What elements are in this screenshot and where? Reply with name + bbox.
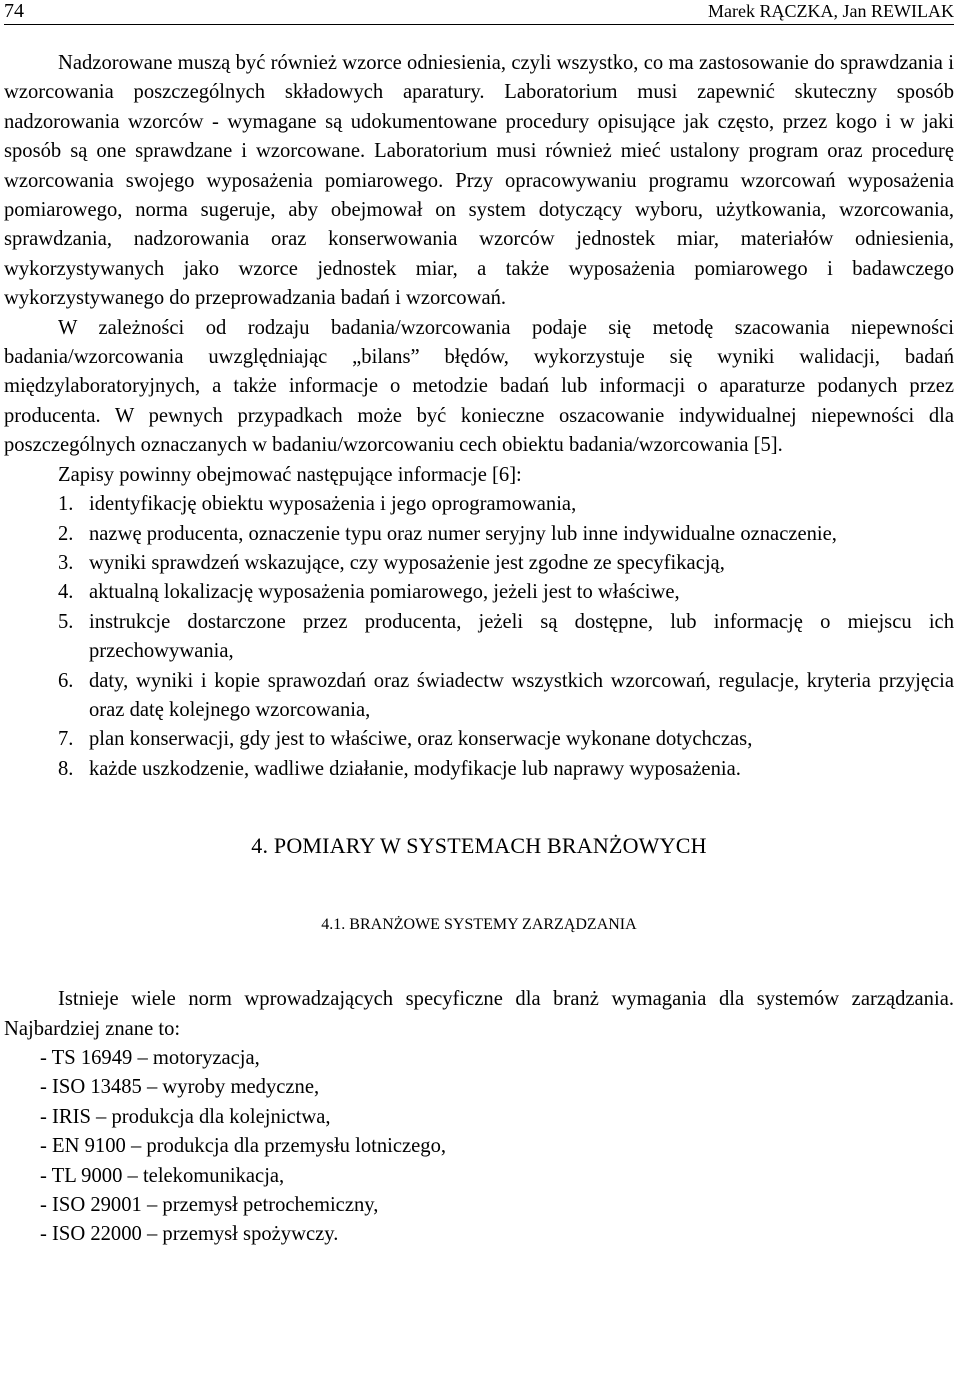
paragraph-standards-supervision: Nadzorowane muszą być również wzorce odniesienia, czyli wszystko, co ma zastosowanie do sprawdzania i wzorcowania poszczególnych składowych aparatury. Laboratorium musi zapewnić skuteczny sposób nadzorowania wzorców - wymagane są udokumentowane procedury opisujące jak często, przez kogo i w jaki sposób są one sprawdzane i wzorcowane. Laboratorium musi również mieć ustalony program oraz procedurę wzorcowania swojego wyposażenia pomiarowego. Przy opracowywaniu programu wzorcowań wyposażenia pomiarowego, norma sugeruje, aby obejmował on system dotyczący wyboru, użytkowania, wzorcowania, sprawdzania, nadzorowania oraz konserwowania wzorców jednostek miar, materiałów odniesienia, wykorzystywanych jako wzorce jednostek miar, a także wyposażenia pomiarowego i badawczego wykorzystywanego do przeprowadzania badań i wzorcowań. [4, 52, 954, 310]
page-body [4, 49, 954, 1250]
list-item: 7. plan konserwacji, gdy jest to właściwe, oraz konserwacje wykonane dotychczas, [58, 728, 753, 751]
paragraph-uncertainty: W zależności od rodzaju badania/wzorcowania podaje się metodę szacowania niepewności badania/wzorcowania uwzględniając „bilans” błędów, wykorzystuje się wyniki walidacji, badań międzylaboratoryjnych, a także informacje o metodzie badań lub informacji o aparaturze podanych przez producenta. W pewnych przypadkach może być konieczne oszacowanie indywidualnej niepewności dla poszczególnych oznaczanych w badaniu/wzorcowaniu cech obiektu badania/wzorcowania [5]. [4, 316, 954, 457]
list-item: 4. aktualną lokalizację wyposażenia pomiarowego, jeżeli jest to właściwe, [58, 581, 680, 604]
list-item: - ISO 22000 – przemysł spożywczy. [40, 1223, 339, 1246]
records-list [4, 490, 954, 784]
subsection-heading: 4.1. BRANŻOWE SYSTEMY ZARZĄDZANIA [321, 916, 637, 934]
paragraph-industry-standards: Istnieje wiele norm wprowadzających specyficzne dla branż wymagania dla systemów zarządzania. Najbardziej znane to: [4, 988, 954, 1040]
running-header [4, 0, 954, 25]
list-item: 1. identyfikację obiektu wyposażenia i jego oprogramowania, [58, 493, 577, 516]
list-item: - TL 9000 – telekomunikacja, [40, 1164, 285, 1187]
list-item: 2. nazwę producenta, oznaczenie typu oraz numer seryjny lub inne indywidualne oznaczenie, [58, 522, 837, 545]
list-item: - ISO 13485 – wyroby medyczne, [40, 1076, 320, 1099]
page-number: 74 [4, 0, 24, 22]
list-item: - IRIS – produkcja dla kolejnictwa, [40, 1105, 331, 1128]
list-item: 6. daty, wyniki i kopie sprawozdań oraz świadectw wszystkich wzorcowań, regulacje, kryteria przyjęcia oraz datę kolejnego wzorcowania, [58, 669, 954, 721]
list-item: 8. każde uszkodzenie, wadliwe działanie, modyfikacje lub naprawy wyposażenia. [58, 757, 741, 780]
list-item: - ISO 29001 – przemysł petrochemiczny, [40, 1194, 379, 1216]
list-item: - EN 9100 – produkcja dla przemysłu lotniczego, [40, 1135, 447, 1158]
list-item: 3. wyniki sprawdzeń wskazujące, czy wyposażenie jest zgodne ze specyfikacją, [58, 551, 725, 574]
standards-list [4, 1044, 954, 1250]
paragraph-records-intro: Zapisy powinny obejmować następujące informacje [6]: [58, 463, 522, 486]
section-heading: 4. POMIARY W SYSTEMACH BRANŻOWYCH [251, 833, 707, 859]
list-item: 5. instrukcje dostarczone przez producenta, jeżeli są dostępne, lub informację o miejscu ich przechowywania, [58, 610, 954, 663]
heading-spacer [4, 935, 954, 985]
list-item: - TS 16949 – motoryzacja, [40, 1046, 260, 1069]
header-authors: Marek RĄCZKA, Jan REWILAK [708, 1, 954, 21]
